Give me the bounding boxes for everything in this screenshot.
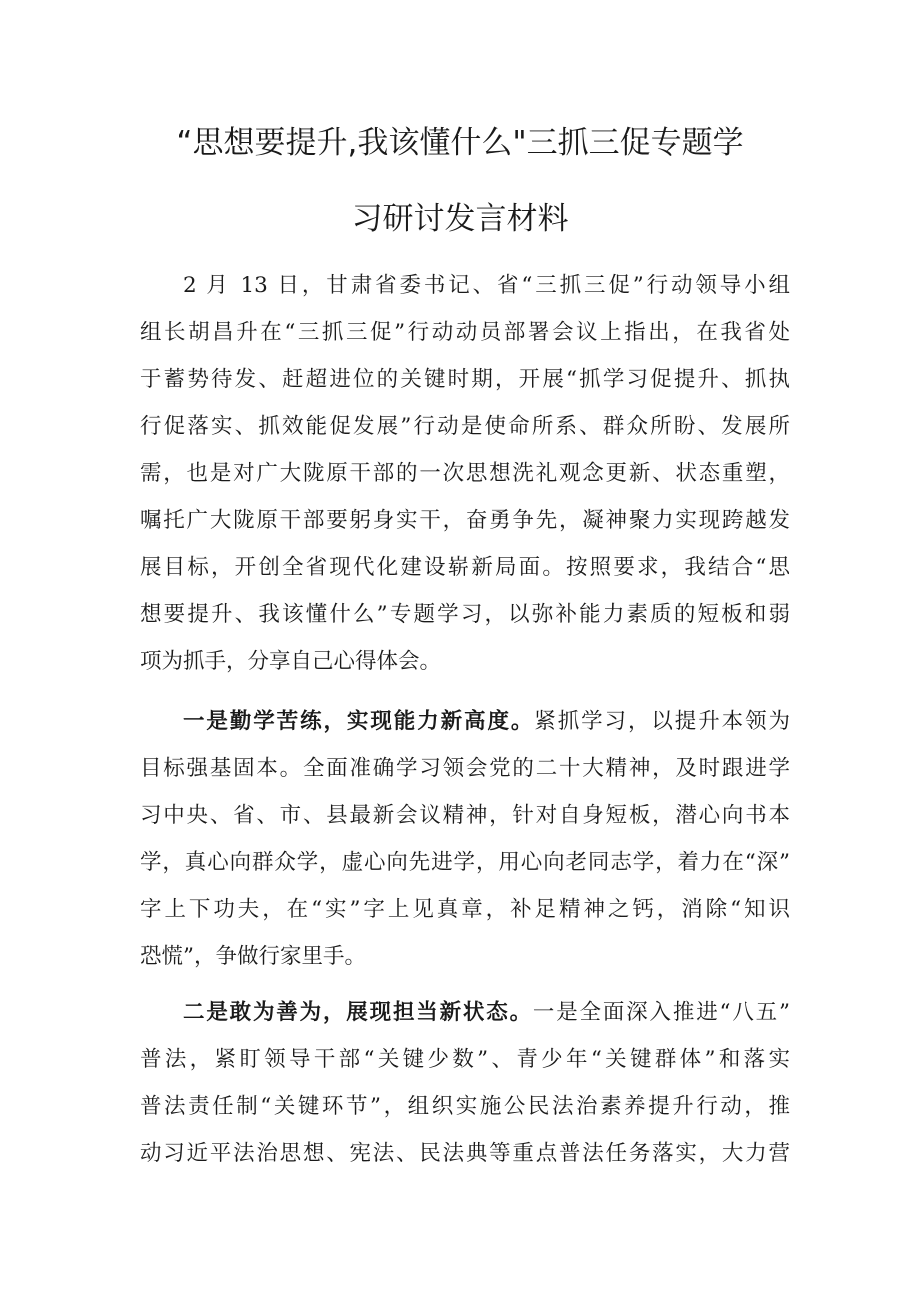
paragraph-line: 普法责任制“关键环节”，组织实施公民法治素养提升行动，推: [140, 1094, 790, 1119]
paragraph-3: [140, 994, 790, 1172]
document-title-line-1: “思想要提升,我该懂什么"三抓三促专题学: [176, 125, 744, 161]
paragraph-line: 项为抓手，分享自己心得体会。: [140, 649, 442, 674]
paragraph-line-text: 紧抓学习，以提升本领为: [534, 709, 790, 734]
paragraph-line: 组长胡昌升在“三抓三促”行动动员部署会议上指出，在我省处: [140, 320, 790, 345]
paragraph-line: 行促落实、抓效能促发展”行动是使命所系、群众所盼、发展所: [140, 414, 790, 439]
paragraph-line: 恐慌”，争做行家里手。: [140, 944, 366, 969]
paragraph-line: 想要提升、我该懂什么”专题学习，以弥补能力素质的短板和弱: [140, 602, 790, 627]
paragraph-line: 展目标，开创全省现代化建设崭新局面。按照要求，我结合“思: [140, 555, 790, 580]
paragraph-line: 普法，紧盯领导干部“关键少数”、青少年“关键群体”和落实: [140, 1047, 790, 1072]
paragraph-lead: 二是敢为善为，展现担当新状态。: [183, 1000, 533, 1025]
paragraph-line: 字上下功夫，在“实”字上见真章，补足精神之钙，消除“知识: [140, 897, 790, 922]
paragraph-line: [140, 994, 790, 1031]
paragraph-1: [140, 267, 790, 680]
paragraph-line: 目标强基固本。全面准确学习领会党的二十大精神，及时跟进学: [140, 756, 790, 781]
paragraph-line: 于蓄势待发、赶超进位的关键时期，开展“抓学习促提升、抓执: [140, 367, 790, 392]
paragraph-2: [140, 703, 790, 975]
paragraph-line: [140, 703, 790, 740]
paragraph-lead: 一是勤学苦练，实现能力新高度。: [183, 709, 535, 734]
document-title-line-2: 习研讨发言材料: [351, 201, 569, 237]
paragraph-line-text: 一是全面深入推进“八五”: [532, 1000, 790, 1025]
paragraph-line: 习中央、省、市、县最新会议精神，针对自身短板，潜心向书本: [140, 803, 790, 828]
paragraph-line: 嘱托广大陇原干部要躬身实干，奋勇争先，凝神聚力实现跨越发: [140, 508, 790, 533]
paragraph-line: 2 月 13 日，甘肃省委书记、省“三抓三促”行动领导小组: [183, 273, 790, 298]
paragraph-line: 需，也是对广大陇原干部的一次思想洗礼观念更新、状态重塑，: [140, 461, 790, 486]
paragraph-line: 学，真心向群众学，虚心向先进学，用心向老同志学，着力在“深”: [140, 850, 790, 875]
paragraph-line: 动习近平法治思想、宪法、民法典等重点普法任务落实，大力营: [140, 1141, 790, 1166]
